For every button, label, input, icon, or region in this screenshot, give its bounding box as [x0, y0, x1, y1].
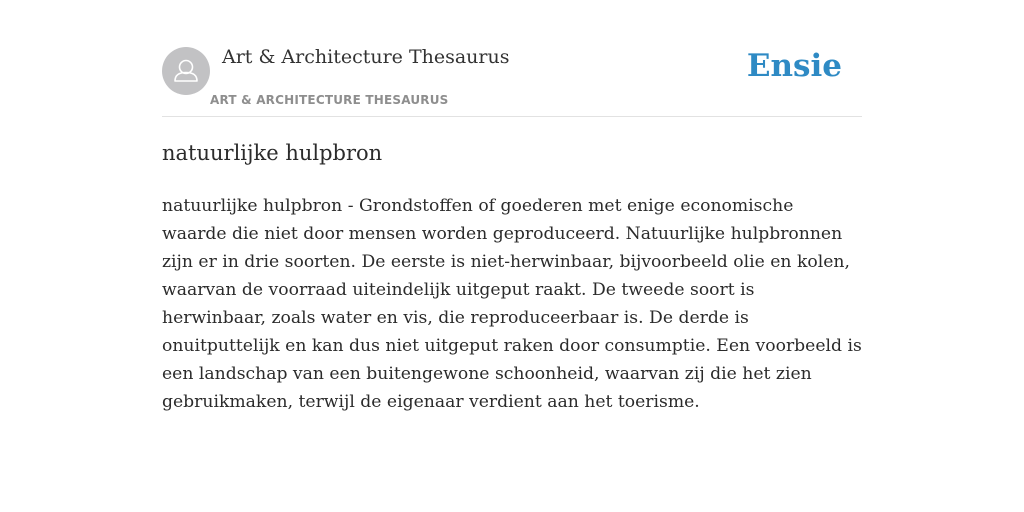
ensie-logo[interactable]: Ensie: [746, 48, 842, 84]
definition-text: natuurlijke hulpbron - Grondstoffen of goederen met enige economische waarde die niet door mensen worden geproduceerd. Natuurlijke hulpbronnen zijn er in drie soorten. De eerste is niet-herwinbaar, bijvoorbeeld olie en kolen, waarvan de voorraad uiteindelijk uitgeput raakt. De tweede soort is herwinbaar, zoals water en vis, die reproduceerbaar is. De derde is onuitputtelijk en kan dus niet uitgeput raken door consumptie. Een voorbeeld is een landschap van een buitengewone schoonheid, waarvan zij die het zien gebruikmaken, terwijl de eigenaar verdient aan het toerisme.: [162, 196, 862, 412]
author-subtitle: ART & ARCHITECTURE THESAURUS: [210, 93, 449, 107]
avatar[interactable]: [162, 47, 210, 95]
user-icon: [162, 47, 210, 95]
page-title: natuurlijke hulpbron: [162, 141, 383, 165]
page-header: [162, 40, 862, 117]
author-name-link[interactable]: Art & Architecture Thesaurus: [222, 46, 510, 68]
